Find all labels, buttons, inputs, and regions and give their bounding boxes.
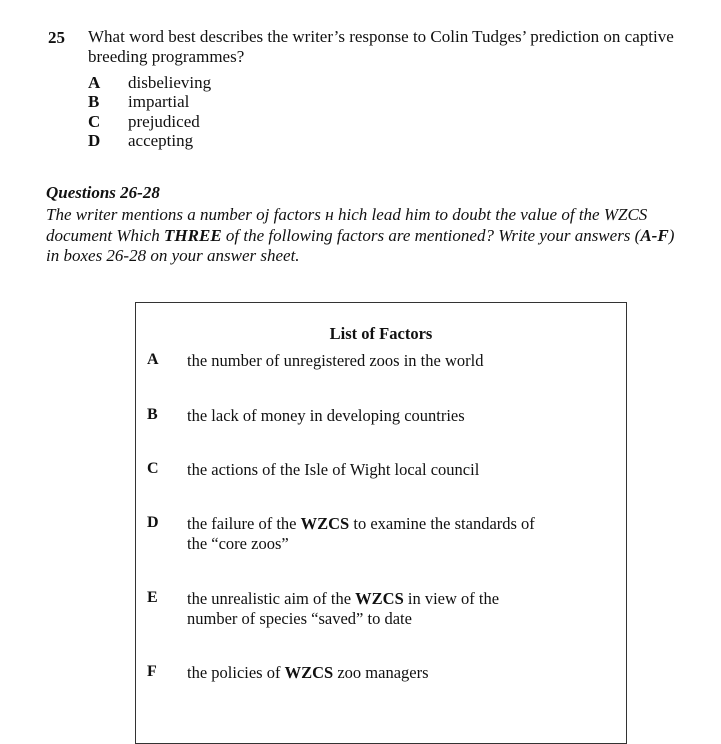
option-text: impartial (128, 92, 190, 111)
emphasis: THREE (164, 226, 222, 245)
text: document Which (46, 226, 165, 245)
text: the policies of (187, 663, 285, 682)
factor-text (187, 351, 483, 371)
option-letter: B (88, 92, 100, 111)
factor-letter: A (147, 351, 159, 368)
text: the “core zoos” (187, 534, 289, 553)
factor-text (187, 460, 479, 480)
emphasis: WZCS (284, 663, 334, 682)
instructions-line2 (46, 226, 674, 246)
text: number of species “saved” to date (187, 609, 412, 628)
list-of-factors-box (135, 302, 627, 744)
factor-text (187, 663, 429, 683)
text: to examine the standards of (349, 514, 535, 533)
instructions-line3: in boxes 26-28 on your answer sheet. (46, 246, 300, 265)
question-text-line2: breeding programmes? (88, 47, 245, 66)
text: the unrealistic aim of the (187, 589, 356, 608)
emphasis: WZCS (355, 589, 404, 608)
factor-letter: E (147, 589, 158, 606)
factor-text (187, 406, 465, 426)
text: of the following factors are mentioned? Write your answers ( (221, 226, 641, 245)
factor-letter: B (147, 406, 158, 423)
option-text: accepting (128, 131, 194, 150)
option-text: prejudiced (128, 112, 200, 131)
instructions-line1: The writer mentions a number oj factors ʜ hich lead him to doubt the value of the WZCS (46, 205, 648, 224)
factor-letter: C (147, 460, 159, 477)
option-letter: A (88, 73, 101, 92)
question-number: 25 (48, 28, 65, 47)
factor-text (187, 514, 535, 554)
question-text-line1: What word best describes the writer’s response to Colin Tudges’ prediction on captive (88, 27, 674, 46)
factor-letter: D (147, 514, 159, 531)
text: the actions of the Isle of Wight local council (187, 460, 480, 479)
text: ) (668, 226, 675, 245)
factor-text (187, 589, 499, 629)
text: the failure of the (187, 514, 301, 533)
section-heading: Questions 26-28 (46, 183, 160, 202)
text: in view of the (403, 589, 500, 608)
text: the lack of money in developing countries (187, 406, 465, 425)
factor-letter: F (147, 663, 157, 680)
text: zoo managers (333, 663, 429, 682)
option-letter: D (88, 131, 101, 150)
text: the number of unregistered zoos in the world (187, 351, 484, 370)
option-text: disbelieving (128, 73, 212, 92)
emphasis: WZCS (300, 514, 350, 533)
emphasis: A-F (640, 226, 669, 245)
option-letter: C (88, 112, 101, 131)
factors-title: List of Factors (329, 324, 433, 343)
